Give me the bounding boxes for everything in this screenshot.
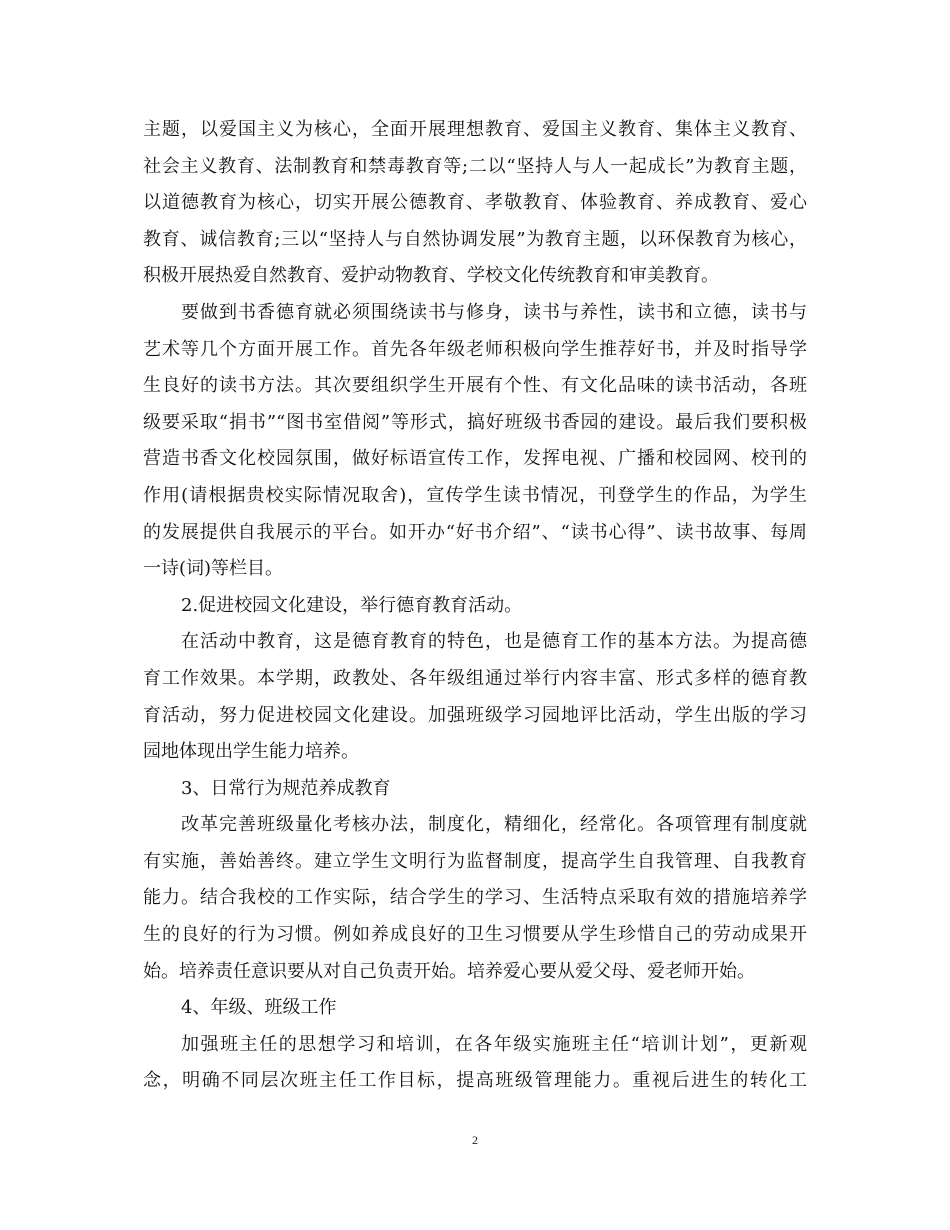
- text-line: 生的良好的行为习惯。例如养成良好的卫生习惯要从学生珍惜自己的劳动成果开: [143, 924, 807, 946]
- text-line: 积极开展热爱自然教育、爱护动物教育、学校文化传统教育和审美教育。: [143, 265, 719, 287]
- paragraph-first-line: 在活动中教育，这是德育教育的特色，也是德育工作的基本方法。为提高德: [181, 631, 807, 653]
- text-line: 有实施，善始善终。建立学生文明行为监督制度，提高学生自我管理、自我教育: [143, 850, 807, 872]
- text-line: 社会主义教育、法制教育和禁毒教育等;二以“坚持人与人一起成长”为教育主题，: [143, 155, 807, 177]
- section-heading: 3、日常行为规范养成教育: [181, 777, 391, 799]
- text-line: 始。培养责任意识要从对自己负责开始。培养爱心要从爱父母、爱老师开始。: [143, 960, 755, 982]
- text-line: 教育、诚信教育;三以“坚持人与自然协调发展”为教育主题，以环保教育为核心，: [143, 228, 807, 250]
- text-line: 级要采取“捐书”“图书室借阅”等形式，搞好班级书香园的建设。最后我们要积极: [143, 411, 807, 433]
- text-line: 念，明确不同层次班主任工作目标，提高班级管理能力。重视后进生的转化工: [143, 1070, 807, 1092]
- page-number: 2: [472, 1133, 478, 1147]
- section-heading: 4、年级、班级工作: [181, 997, 337, 1019]
- text-line: 育工作效果。本学期，政教处、各年级组通过举行内容丰富、形式多样的德育教: [143, 667, 807, 689]
- text-line: 艺术等几个方面开展工作。首先各年级老师积极向学生推荐好书，并及时指导学: [143, 338, 807, 360]
- text-line: 的发展提供自我展示的平台。如开办“好书介绍”、“读书心得”、读书故事、每周: [143, 521, 807, 543]
- section-heading: 2.促进校园文化建设，举行德育教育活动。: [181, 594, 523, 616]
- text-line: 作用(请根据贵校实际情况取舍)，宣传学生读书情况，刊登学生的作品，为学生: [143, 484, 807, 506]
- text-line: 生良好的读书方法。其次要组织学生开展有个性、有文化品味的读书活动，各班: [143, 375, 807, 397]
- paragraph-first-line: 加强班主任的思想学习和培训，在各年级实施班主任“培训计划”，更新观: [181, 1033, 807, 1055]
- text-line: 园地体现出学生能力培养。: [143, 741, 359, 763]
- text-line: 营造书香文化校园氛围，做好标语宣传工作，发挥电视、广播和校园网、校刊的: [143, 448, 807, 470]
- text-line: 一诗(词)等栏目。: [143, 558, 284, 580]
- text-line: 主题，以爱国主义为核心，全面开展理想教育、爱国主义教育、集体主义教育、: [143, 119, 807, 140]
- text-line: 育活动，努力促进校园文化建设。加强班级学习园地评比活动，学生出版的学习: [143, 704, 807, 726]
- text-line: 能力。结合我校的工作实际，结合学生的学习、生活特点采取有效的措施培养学: [143, 887, 807, 909]
- paragraph-first-line: 改革完善班级量化考核办法，制度化，精细化，经常化。各项管理有制度就: [181, 814, 807, 836]
- paragraph-first-line: 要做到书香德育就必须围绕读书与修身，读书与养性，读书和立德，读书与: [181, 301, 807, 323]
- document-body: [143, 112, 807, 1100]
- text-line: 以道德教育为核心，切实开展公德教育、孝敬教育、体验教育、养成教育、爱心: [143, 192, 807, 214]
